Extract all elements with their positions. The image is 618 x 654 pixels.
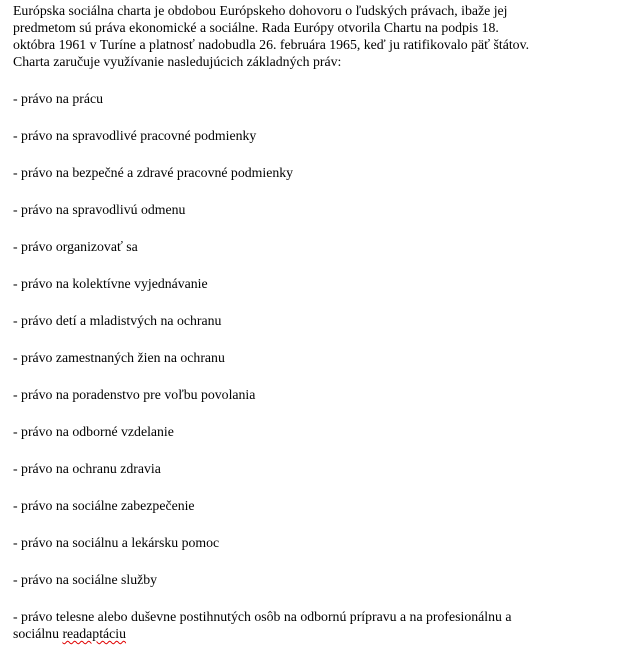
right-item: - právo na spravodlivú odmenu [13, 202, 186, 217]
right-item-last [13, 608, 611, 642]
intro-paragraph [13, 2, 611, 70]
right-item: - právo na odborné vzdelanie [13, 424, 174, 439]
right-item: - právo na sociálne zabezpečenie [13, 498, 195, 513]
last-right-line-1: - právo telesne alebo duševne postihnutých osôb na odbornú prípravu a na profesionálnu a [13, 609, 512, 624]
right-item: - právo na ochranu zdravia [13, 461, 161, 476]
rights-list [13, 90, 611, 642]
right-item: - právo na kolektívne vyjednávanie [13, 276, 208, 291]
intro-line-4: Charta zaručuje využívanie nasledujúcich základných práv: [13, 54, 342, 69]
right-item: - právo zamestnaných žien na ochranu [13, 350, 225, 365]
intro-line-2: predmetom sú práva ekonomické a sociálne. Rada Európy otvorila Chartu na podpis 18. [13, 20, 499, 35]
right-item: - právo na sociálnu a lekársku pomoc [13, 535, 220, 550]
right-item: - právo na prácu [13, 91, 104, 106]
document-body [13, 2, 611, 642]
right-item: - právo na sociálne služby [13, 572, 158, 587]
intro-line-1: Európska sociálna charta je obdobou Európskeho dohovoru o ľudských právach, ibaže jej [13, 3, 508, 18]
right-item: - právo na spravodlivé pracovné podmienky [13, 128, 257, 143]
right-item: - právo na poradenstvo pre voľbu povolania [13, 387, 256, 402]
spellcheck-flagged-word[interactable]: readaptáciu [62, 626, 127, 641]
last-right-line-2-prefix: sociálnu [13, 626, 63, 641]
intro-line-3: októbra 1961 v Turíne a platnosť nadobudla 26. februára 1965, keď ju ratifikovalo päť štátov. [13, 37, 530, 52]
right-item: - právo na bezpečné a zdravé pracovné podmienky [13, 165, 294, 180]
right-item: - právo detí a mladistvých na ochranu [13, 313, 222, 328]
right-item: - právo organizovať sa [13, 239, 138, 254]
